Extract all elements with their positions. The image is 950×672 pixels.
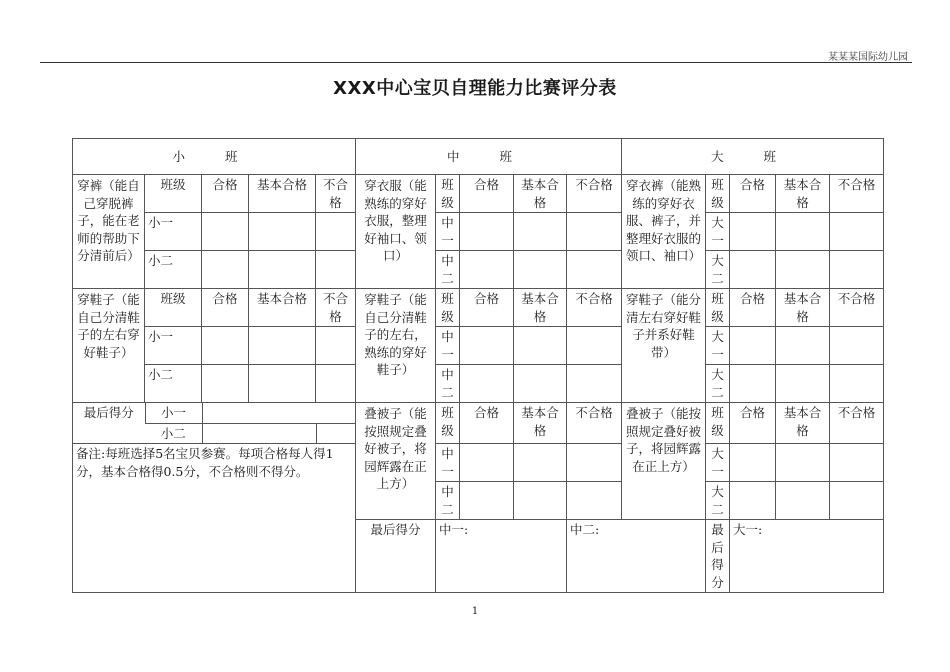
col-class: 班级 [436,175,460,213]
score-cell[interactable] [460,365,514,403]
score-cell[interactable] [514,444,567,482]
score-cell[interactable] [460,251,514,289]
final-score-cell[interactable] [202,403,316,423]
score-cell[interactable] [460,444,514,482]
score-cell[interactable] [567,327,622,365]
row-class-small-1: 小一 [145,213,202,251]
score-cell[interactable] [776,365,830,403]
large-task-quilt: 叠被子（能按照规定叠好被子，将园辉露在正上方） [622,403,706,520]
score-cell[interactable] [830,213,884,251]
final-class-small-2: 小二 [145,423,202,443]
small-final-label: 最后得分 [83,405,134,420]
col-pass: 合格 [730,403,776,444]
score-cell[interactable] [730,482,776,520]
score-cell[interactable] [514,482,567,520]
small-task-pants: 穿裤（能自己穿脱裤子，能在老师的帮助下分清前后） [73,175,145,289]
col-fail: 不合格 [567,175,622,213]
col-pass: 合格 [460,289,514,327]
score-cell[interactable] [830,482,884,520]
small-final-score [73,403,356,444]
final-class-small-1: 小一 [145,403,202,423]
col-basic-pass: 基本合格 [514,289,567,327]
small-task-shoes: 穿鞋子（能自己分清鞋子的左右穿好鞋子） [73,289,145,403]
row-class-small-1: 小一 [145,327,202,365]
middle-task-shoes: 穿鞋子（能自己分清鞋子的左右，熟练的穿好鞋子） [356,289,436,403]
score-cell[interactable] [567,444,622,482]
col-basic-pass: 基本合格 [776,403,830,444]
score-cell[interactable] [249,327,316,365]
page-title: XXX中心宝贝自理能力比赛评分表 [333,78,617,99]
col-basic-pass: 基本合格 [514,403,567,444]
col-pass: 合格 [202,175,249,213]
score-cell[interactable] [567,365,622,403]
score-cell[interactable] [514,213,567,251]
row-class-large-2: 大二 [706,251,730,289]
score-cell[interactable] [567,482,622,520]
score-cell[interactable] [730,327,776,365]
col-fail: 不合格 [830,175,884,213]
score-cell[interactable] [249,365,316,403]
col-class: 班级 [706,175,730,213]
score-cell[interactable] [316,365,356,403]
col-class: 班级 [436,403,460,444]
large-final-label: 最后得分 [706,520,730,593]
col-basic-pass: 基本合格 [776,175,830,213]
score-cell[interactable] [202,213,249,251]
score-cell[interactable] [460,213,514,251]
col-fail: 不合格 [830,289,884,327]
row-class-small-2: 小二 [145,251,202,289]
col-fail: 不合格 [567,403,622,444]
col-fail: 不合格 [567,289,622,327]
score-cell[interactable] [730,251,776,289]
score-cell[interactable] [567,251,622,289]
section-middle: 中 班 [356,139,622,175]
row-class-large-1: 大一 [706,327,730,365]
row-class-middle-1: 中一 [436,327,460,365]
score-cell[interactable] [249,213,316,251]
large-task-clothes: 穿衣裤（能熟练的穿好衣服、裤子，并整理好衣服的领口、袖口） [622,175,706,289]
final-score-cell[interactable] [202,423,316,443]
middle-final-2[interactable]: 中二: [567,520,706,593]
score-cell[interactable] [460,327,514,365]
large-final-1[interactable]: 大一: [730,520,884,593]
middle-task-clothes: 穿衣服（能熟练的穿好衣服，整理好袖口、领口） [356,175,436,289]
score-cell[interactable] [316,251,356,289]
score-cell[interactable] [249,251,316,289]
row-class-small-2: 小二 [145,365,202,403]
score-cell[interactable] [514,327,567,365]
col-basic-pass: 基本合格 [249,289,316,327]
col-pass: 合格 [730,289,776,327]
score-cell[interactable] [567,213,622,251]
middle-final-1[interactable]: 中一: [436,520,567,593]
row-class-large-2: 大二 [706,482,730,520]
header-rule [40,62,912,63]
score-cell[interactable] [514,365,567,403]
col-class: 班级 [145,175,202,213]
score-table [72,138,884,593]
row-class-middle-1: 中一 [436,444,460,482]
col-class: 班级 [145,289,202,327]
col-pass: 合格 [202,289,249,327]
score-cell[interactable] [776,327,830,365]
header-org-name: 某某某国际幼儿园 [828,52,908,63]
col-basic-pass: 基本合格 [776,289,830,327]
score-cell[interactable] [776,444,830,482]
score-cell[interactable] [202,327,249,365]
score-cell[interactable] [460,482,514,520]
score-cell[interactable] [830,365,884,403]
col-fail: 不合格 [316,175,356,213]
section-large: 大 班 [622,139,884,175]
row-class-large-2: 大二 [706,365,730,403]
score-cell[interactable] [202,365,249,403]
col-class: 班级 [706,289,730,327]
score-cell[interactable] [514,251,567,289]
score-cell[interactable] [202,251,249,289]
score-cell[interactable] [730,365,776,403]
score-cell[interactable] [730,213,776,251]
score-cell[interactable] [316,327,356,365]
score-cell[interactable] [776,482,830,520]
col-class: 班级 [436,289,460,327]
row-class-middle-2: 中二 [436,251,460,289]
score-cell[interactable] [776,213,830,251]
col-class: 班级 [706,403,730,444]
score-cell[interactable] [830,444,884,482]
large-task-shoes: 穿鞋子（能分清左右穿好鞋子并系好鞋带） [622,289,706,403]
section-small: 小 班 [73,139,356,175]
score-cell[interactable] [316,213,356,251]
col-pass: 合格 [730,175,776,213]
score-cell[interactable] [776,251,830,289]
middle-task-quilt: 叠被子（能按照规定叠好被子，将园辉露在正上方） [356,403,436,520]
col-fail: 不合格 [830,403,884,444]
col-pass: 合格 [460,175,514,213]
row-class-middle-2: 中二 [436,365,460,403]
row-class-middle-2: 中二 [436,482,460,520]
score-cell[interactable] [830,327,884,365]
page-number: 1 [471,606,479,617]
col-pass: 合格 [460,403,514,444]
row-class-middle-1: 中一 [436,213,460,251]
row-class-large-1: 大一 [706,444,730,482]
middle-final-label: 最后得分 [356,520,436,593]
col-basic-pass: 基本合格 [514,175,567,213]
score-cell[interactable] [830,251,884,289]
col-fail: 不合格 [316,289,356,327]
col-basic-pass: 基本合格 [249,175,316,213]
score-cell[interactable] [730,444,776,482]
row-class-large-1: 大一 [706,213,730,251]
note: 备注:每班选择5名宝贝参赛。每项合格每人得1分，基本合格得0.5分，不合格则不得分。 [73,444,356,593]
